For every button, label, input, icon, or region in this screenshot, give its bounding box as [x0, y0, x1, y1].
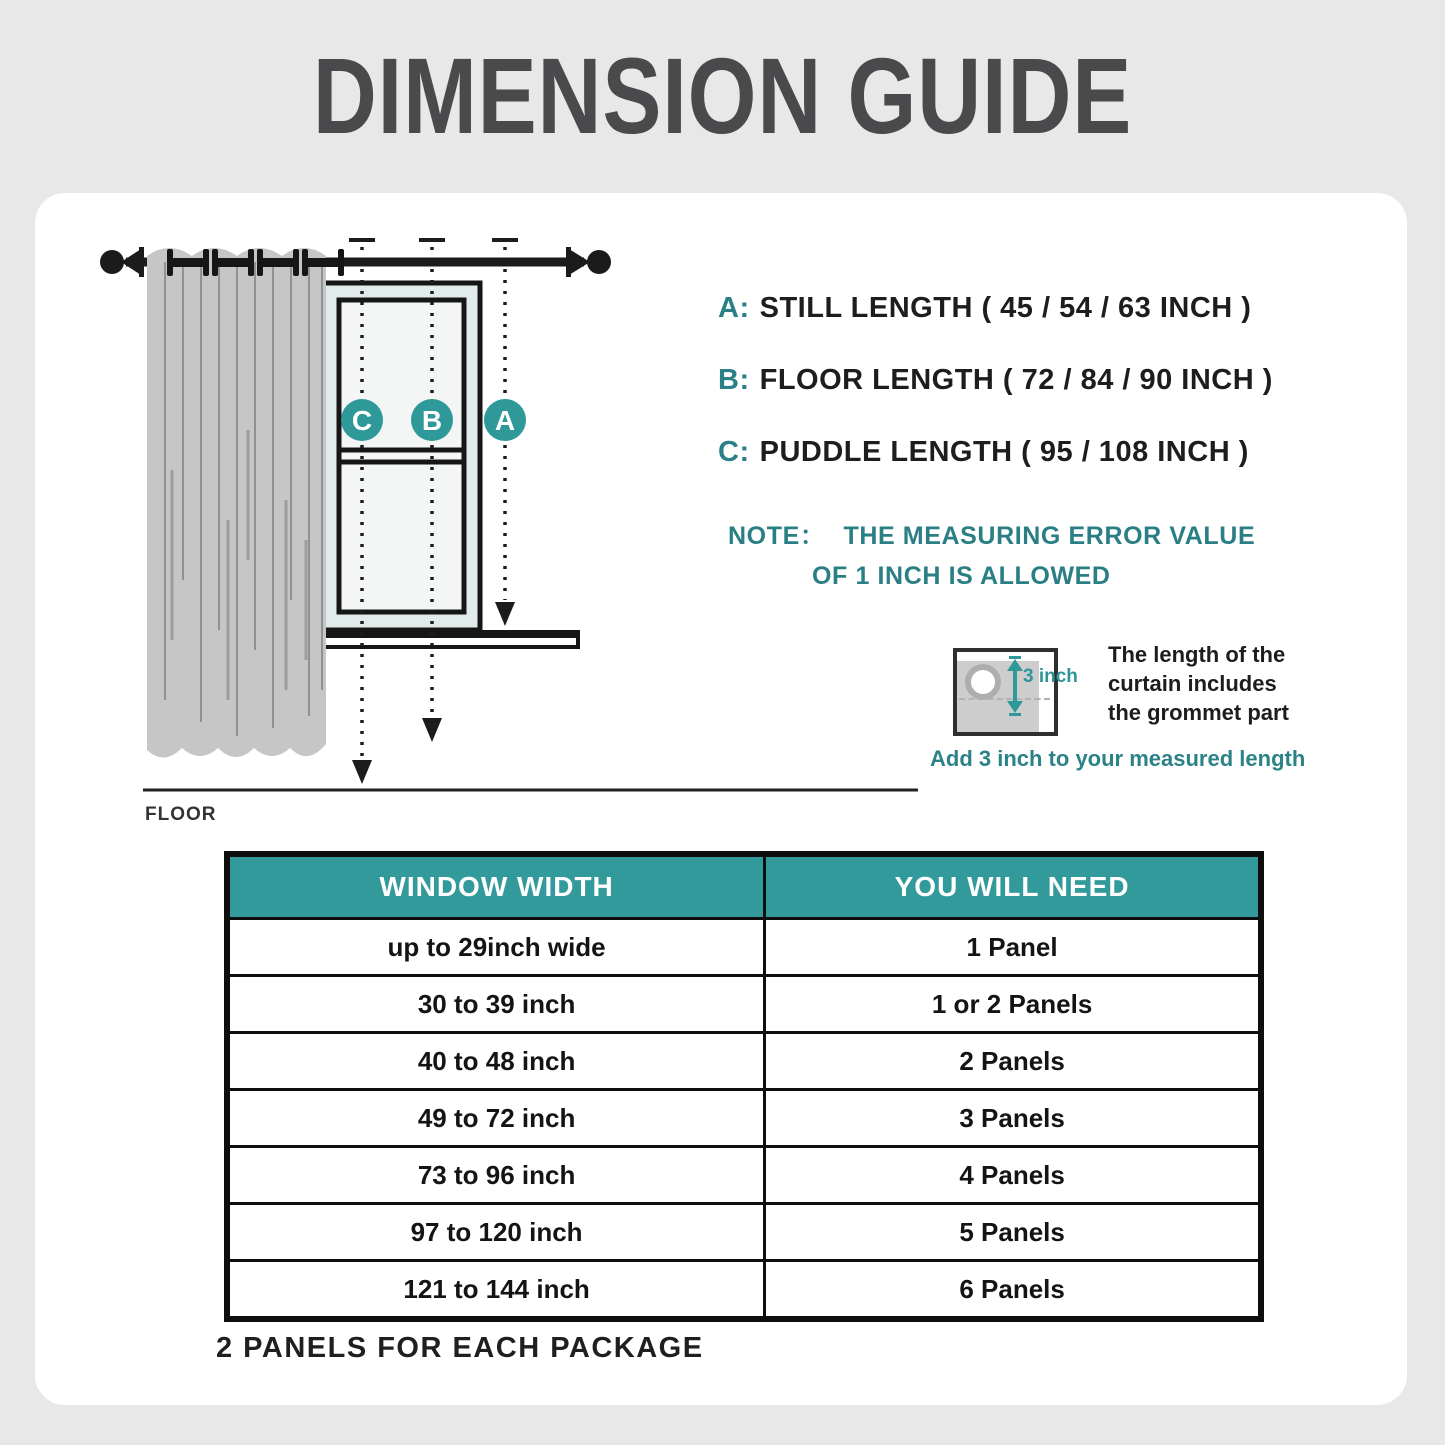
table-row	[227, 1033, 1261, 1090]
measurement-a-text: STILL LENGTH ( 45 / 54 / 63 INCH )	[759, 292, 1252, 324]
marker-badge-a	[484, 399, 526, 441]
marker-letter-a: A	[494, 405, 516, 436]
panels-needed-cell: 3 Panels	[765, 1090, 1261, 1147]
window-width-cell: 121 to 144 inch	[227, 1261, 765, 1320]
table-row	[227, 1090, 1261, 1147]
grommet-tip: Add 3 inch to your measured length	[930, 746, 1306, 771]
measurement-c-letter: C:	[718, 436, 750, 468]
grommet-ring-icon	[965, 664, 1001, 700]
marker-letter-c: C	[351, 405, 373, 436]
panels-needed-cell: 4 Panels	[765, 1147, 1261, 1204]
window-width-cell: 49 to 72 inch	[227, 1090, 765, 1147]
three-inch-arrow-icon	[1007, 656, 1023, 716]
panels-needed-cell: 5 Panels	[765, 1204, 1261, 1261]
package-note: 2 PANELS FOR EACH PACKAGE	[216, 1332, 704, 1364]
note-line-1	[728, 516, 1255, 552]
window-width-cell: 40 to 48 inch	[227, 1033, 765, 1090]
panels-needed-cell: 1 or 2 Panels	[765, 976, 1261, 1033]
panel-size-table	[224, 851, 1264, 1322]
panels-needed-cell: 1 Panel	[765, 919, 1261, 976]
grommet-diagram	[953, 648, 1058, 736]
rod-finial-right	[587, 250, 611, 274]
table-header-row	[227, 854, 1261, 919]
measurement-b-text: FLOOR LENGTH ( 72 / 84 / 90 INCH )	[759, 364, 1273, 396]
window-width-cell: 97 to 120 inch	[227, 1204, 765, 1261]
window-width-cell: 73 to 96 inch	[227, 1147, 765, 1204]
marker-badge-b	[411, 399, 453, 441]
rod-finial-left	[100, 250, 124, 274]
marker-badge-c	[341, 399, 383, 441]
note-label: NOTE：	[728, 522, 826, 550]
grommet-arrow-label: 3 inch	[1023, 666, 1078, 687]
measurement-a	[718, 292, 1251, 325]
grommet-desc-line-2: curtain includes	[1108, 671, 1277, 696]
table-row	[227, 919, 1261, 976]
window-width-cell: 30 to 39 inch	[227, 976, 765, 1033]
note-line-2: OF 1 INCH IS ALLOWED	[812, 562, 1111, 590]
grommet-desc-line-1: The length of the	[1108, 642, 1286, 667]
table-row	[227, 1261, 1261, 1320]
table-row	[227, 1147, 1261, 1204]
window-width-cell: up to 29inch wide	[227, 919, 765, 976]
measurement-c	[718, 436, 1249, 469]
measurement-c-text: PUDDLE LENGTH ( 95 / 108 INCH )	[759, 436, 1249, 468]
marker-letter-b: B	[421, 405, 443, 436]
window-sill	[320, 632, 578, 647]
grommet-description	[1108, 640, 1289, 727]
page-title: DIMENSION GUIDE	[312, 35, 1133, 156]
header-you-will-need: YOU WILL NEED	[765, 854, 1261, 919]
window-illustration	[320, 283, 578, 647]
panels-needed-cell: 2 Panels	[765, 1033, 1261, 1090]
grommet-stitch-line	[959, 698, 1050, 700]
grommet-desc-line-3: the grommet part	[1108, 700, 1289, 725]
measurement-b	[718, 364, 1273, 397]
floor-label: FLOOR	[145, 804, 217, 825]
measurement-a-letter: A:	[718, 292, 750, 324]
floor-line	[143, 790, 918, 825]
curtain-panel	[147, 248, 326, 758]
table-row	[227, 976, 1261, 1033]
panels-needed-cell: 6 Panels	[765, 1261, 1261, 1320]
table-row	[227, 1204, 1261, 1261]
measurement-b-letter: B:	[718, 364, 750, 396]
note-text-1: THE MEASURING ERROR VALUE	[843, 522, 1256, 550]
header-window-width: WINDOW WIDTH	[227, 854, 765, 919]
